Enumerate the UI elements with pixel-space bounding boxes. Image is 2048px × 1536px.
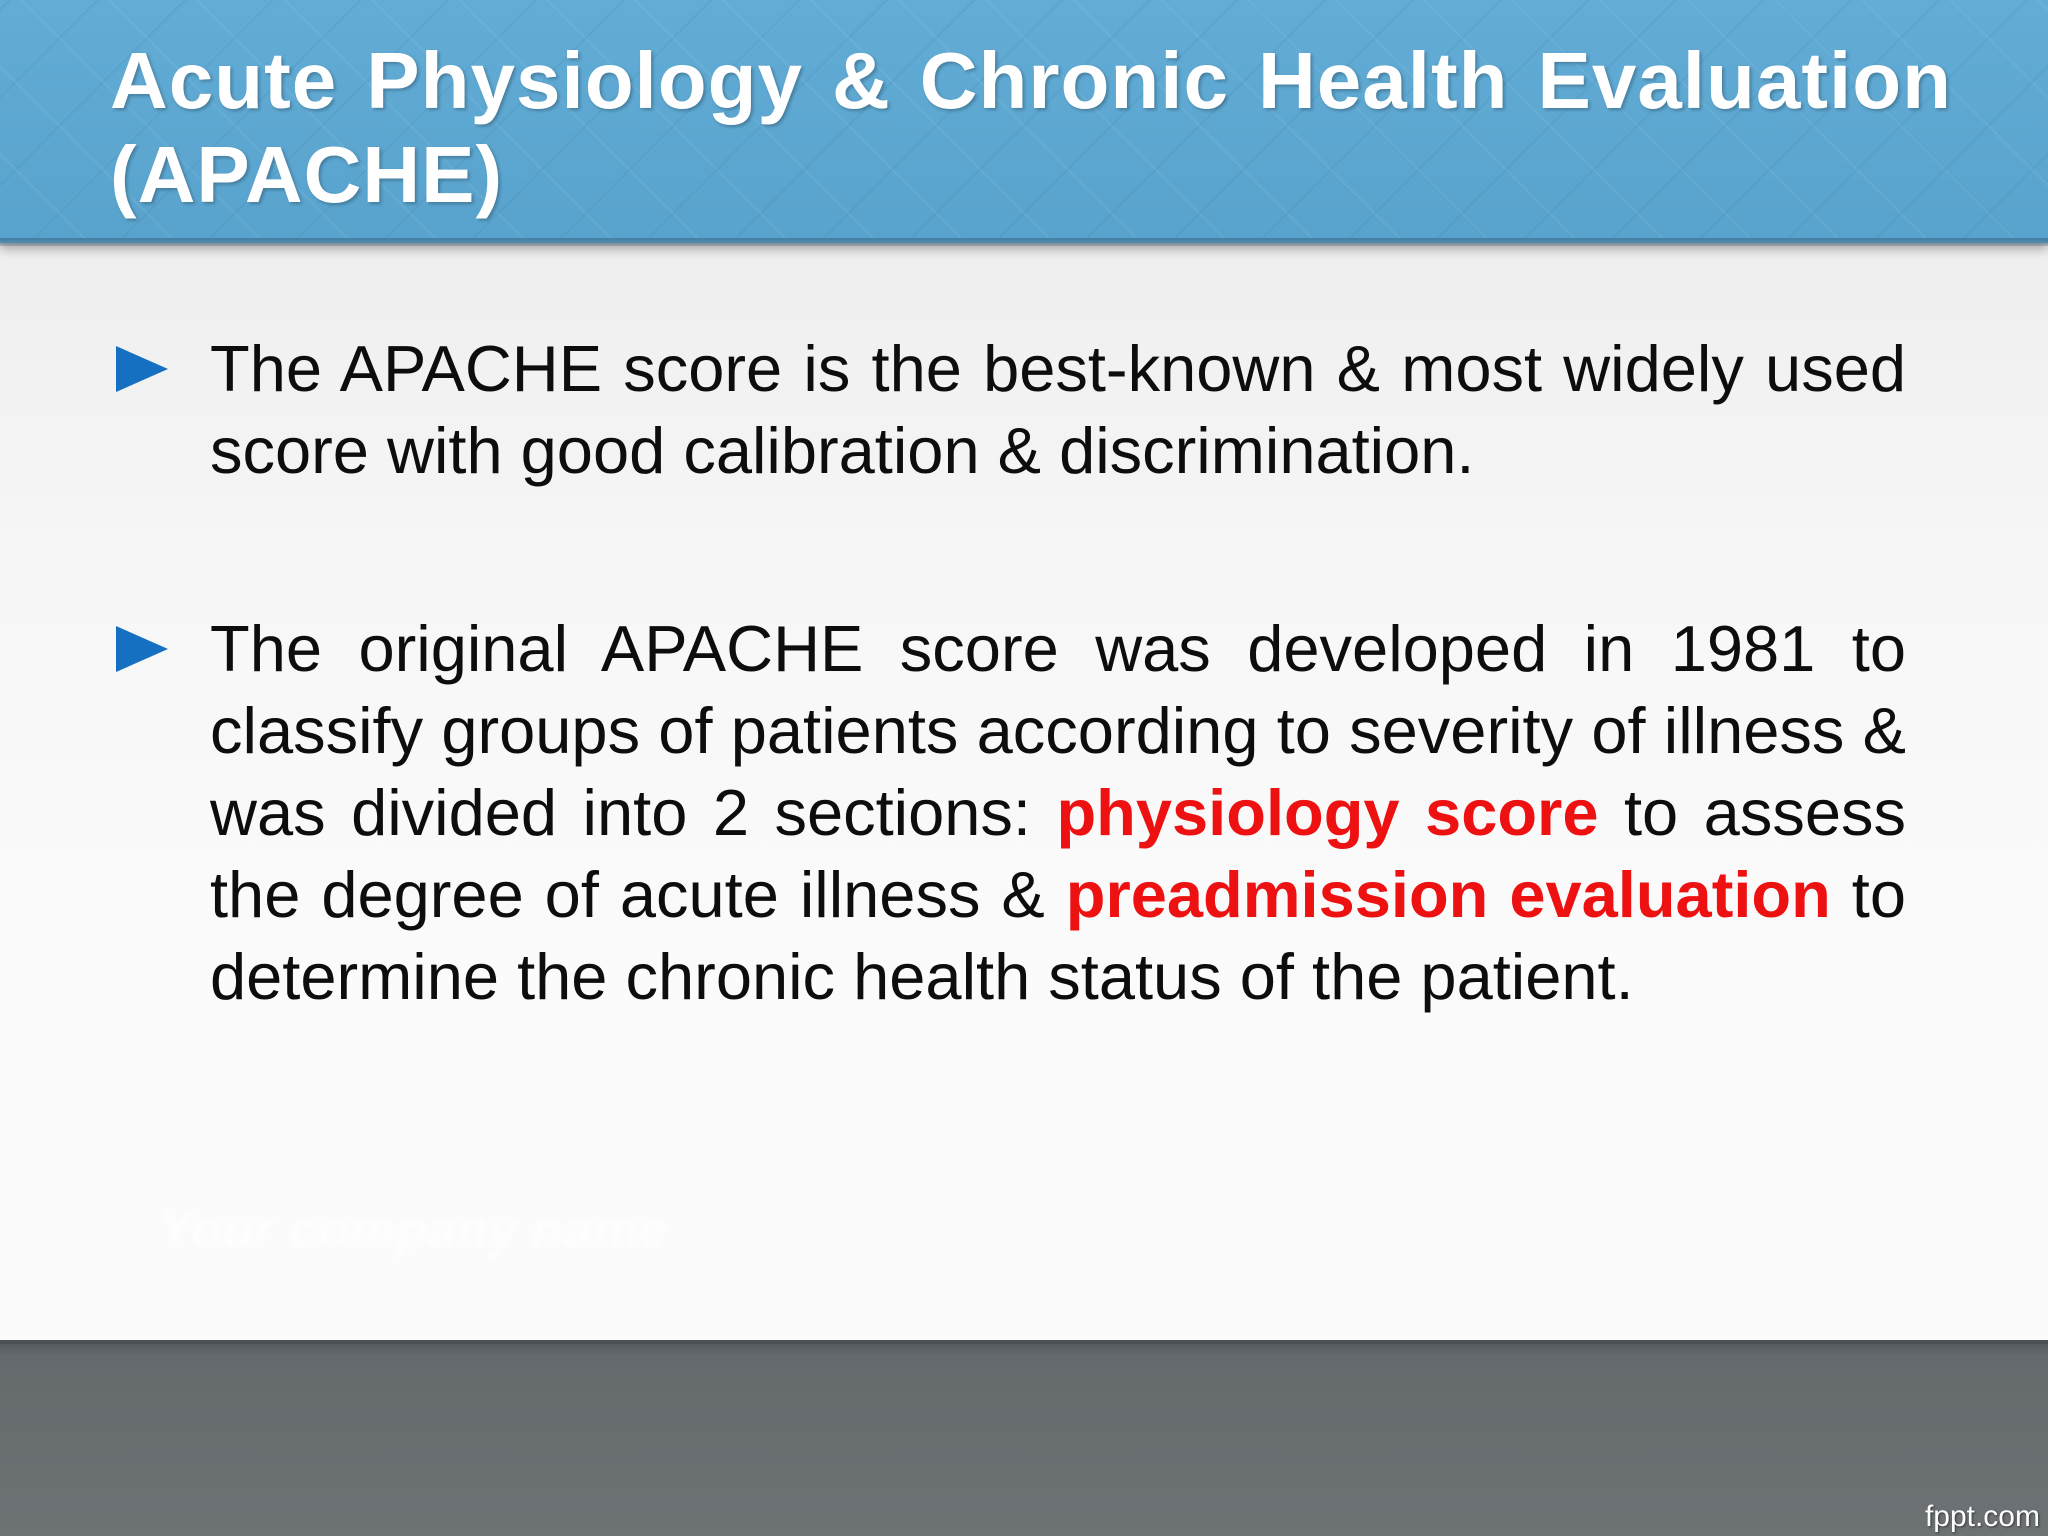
highlight-physiology-score: physiology score — [1056, 776, 1599, 849]
right-triangle-arrow-icon — [116, 346, 168, 392]
bullet-text-segment: The original APACHE score was developed in 1981 to classify groups of patients according to severity of illness & was divided into 2 sections: — [210, 612, 1906, 849]
highlight-preadmission-evaluation: preadmission evaluation — [1065, 858, 1831, 931]
bullet-text: The APACHE score is the best-known & most widely used score with good calibration & discrimination. — [210, 332, 1906, 487]
watermark-text: Your company name — [158, 1201, 668, 1259]
slide-title: Acute Physiology & Chronic Health Evaluation (APACHE) — [110, 36, 1952, 219]
bullet-text — [210, 608, 1906, 1018]
bullet-text-segment: to determine the chronic health status of the patient. — [210, 858, 1906, 1013]
footer-band — [0, 1340, 2048, 1536]
right-triangle-arrow-icon — [116, 626, 168, 672]
bullet-text-segment: to assess the degree of acute illness & — [210, 776, 1906, 931]
footer-brand: fppt.com — [1924, 1500, 2040, 1533]
